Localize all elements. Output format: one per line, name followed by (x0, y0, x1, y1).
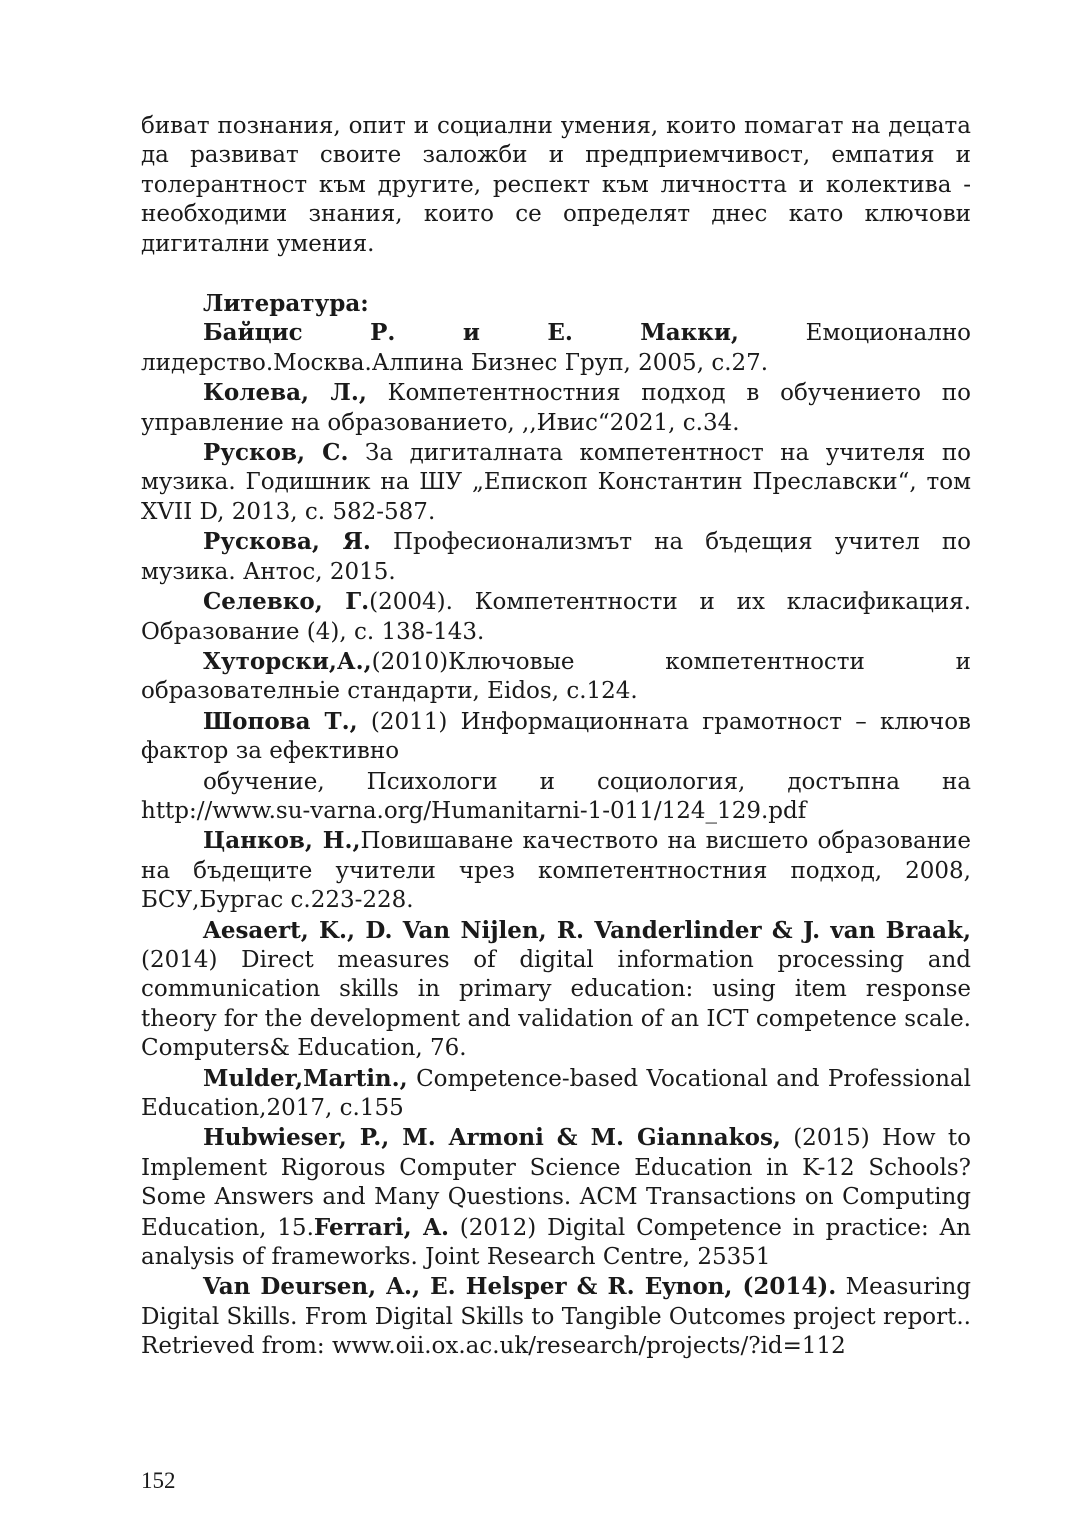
reference-author: Русков, С. (203, 439, 349, 467)
references-list (141, 318, 971, 1361)
reference-text: Measuring Digital Skills. From Digital Skills to Tangible Outcomes project report.. Retrieved from: www.oii.ox.ac.uk/research/projects/?id=112 (141, 1274, 971, 1360)
reference-author: Хуторски,А., (203, 647, 372, 675)
reference-author: Байцис Р. и Е. Макки, (203, 319, 739, 347)
intro-paragraph: биват познания, опит и социални умения, които помагат на децата да развиват своите заложби и предприемчивост, емпатия и толерантност към другите, респект към личността и колектива - необходими знания, които се определят днес като ключови дигитални умения. (141, 113, 971, 257)
reference-author: Рускова, Я. (203, 528, 371, 556)
reference-text: Професионализмът на бъдещия учител по музика. Антос, 2015. (141, 529, 971, 585)
reference-item (141, 707, 971, 767)
reference-author: Van Deursen, A., E. Helsper & R. Eynon, (2014). (203, 1273, 837, 1301)
reference-author-inline: Ferrari, A. (313, 1213, 449, 1241)
reference-author: Селевко, Г. (203, 588, 370, 616)
reference-text: (2010)Ключовые компетентности и образователньіе стандарти, Eidos, с.124. (141, 648, 971, 705)
reference-item (141, 647, 971, 707)
references-heading: Литература: (203, 290, 369, 318)
reference-text: (2011) Информационната грамотност – ключов фактор за ефективно (141, 708, 971, 765)
reference-author: Hubwieser, P., M. Armoni & M. Giannakos, (203, 1124, 781, 1152)
reference-item (141, 378, 971, 438)
reference-item (141, 527, 971, 587)
reference-item (141, 318, 971, 378)
reference-item (141, 587, 971, 647)
reference-text: Повишаване качеството на висшето образование на бъдещите учители чрез компетентностния подход, 2008, БСУ,Бургас с.223-228. (141, 828, 971, 914)
reference-text: (2014) Direct measures of digital information processing and communication skills in primary education: using item response theory for the development and validation of an ICT competence scale. Computers& Education, 76. (141, 946, 971, 1062)
reference-author: Цанков, Н., (203, 827, 361, 855)
reference-text: (2004). Компетентности и их класификация. Образование (4), с. 138-143. (141, 589, 972, 645)
reference-text: Компетентностния подход в обучението по управление на образованието, ,,Ивис“2021, с.34. (141, 380, 971, 436)
reference-item-continuation (141, 767, 971, 827)
reference-author: Шопова Т., (203, 707, 358, 735)
reference-item (141, 916, 971, 1064)
reference-item (141, 1064, 971, 1124)
reference-text: Емоционално лидерство.Москва.Алпина Бизнес Груп, 2005, с.27. (141, 320, 971, 376)
page-body (141, 112, 971, 1362)
reference-author: Колева, Л., (203, 379, 367, 407)
page-number: 152 (141, 1468, 176, 1493)
reference-text-inline: (2012) Digital Competence in practice: An analysis of frameworks. Joint Research Centre, 25351 (141, 1214, 971, 1271)
reference-author: Aesaert, K., D. Van Nijlen, R. Vanderlinder & J. van Braak, (203, 916, 971, 944)
reference-item (141, 826, 971, 915)
reference-text: За дигиталната компетентност на учителя по музика. Годишник на ШУ „Епископ Константин Преславски“, том XVII D, 2013, с. 582-587. (141, 440, 971, 525)
reference-author: Mulder,Martin., (203, 1064, 408, 1092)
reference-item (141, 438, 971, 527)
reference-text: Competence-based Vocational and Professional Education,2017, c.155 (141, 1065, 971, 1121)
reference-text: обучение, Психологи и социология, достъпна на http://www.su-varna.org/Humanitarni-1-011/124_129.pdf (141, 768, 971, 824)
reference-item (141, 1272, 971, 1361)
reference-text: (2015) How to Implement Rigorous Computer Science Education in K-12 Schools? Some Answers and Many Questions. ACM Transactions on Computing Education, 15. (141, 1125, 971, 1241)
reference-item (141, 1123, 971, 1272)
